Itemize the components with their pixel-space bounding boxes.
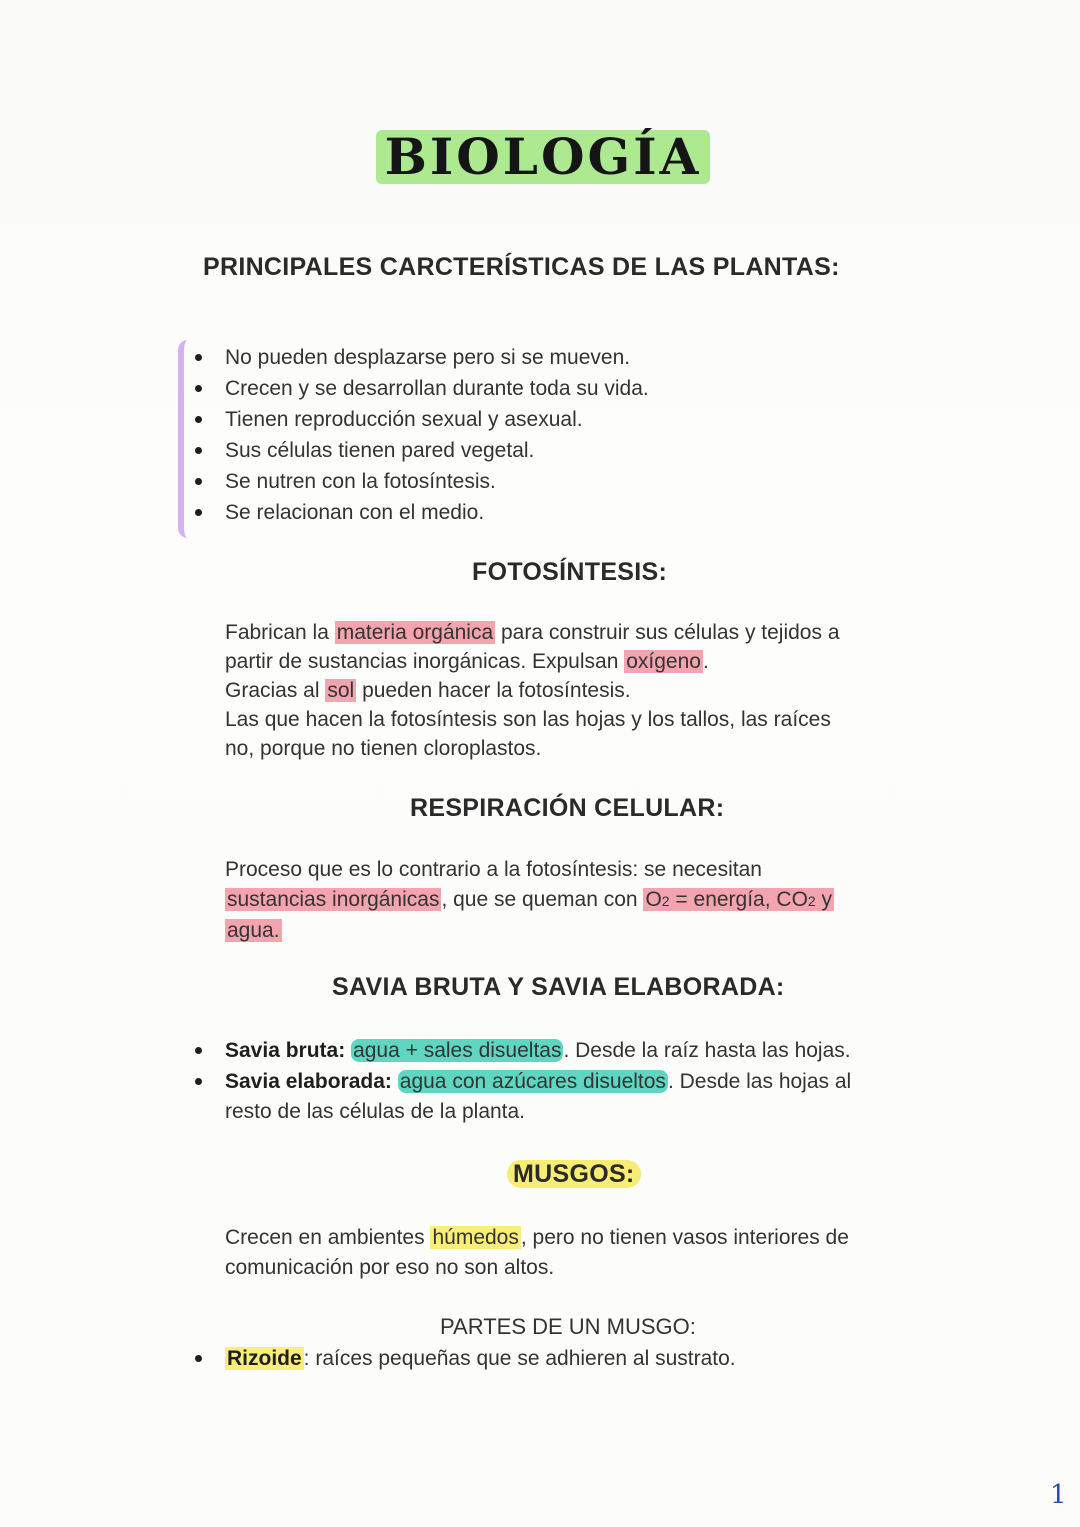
fotosintesis-heading: FOTOSÍNTESIS: <box>472 558 668 586</box>
highlight-oxigeno: oxígeno <box>626 650 701 673</box>
characteristics-heading: PRINCIPALES CARCTERÍSTICAS DE LAS PLANTAS: <box>203 253 840 281</box>
partes-heading: PARTES DE UN MUSGO: <box>440 1314 696 1339</box>
musgos-heading: MUSGOS: <box>507 1160 641 1189</box>
list-item: Rizoide: raíces pequeñas que se adhieren al sustrato. <box>225 1343 736 1374</box>
list-item: Se nutren con la fotosíntesis. <box>225 466 649 497</box>
savia-heading: SAVIA BRUTA Y SAVIA ELABORADA: <box>332 973 785 1001</box>
musgos-paragraph: Crecen en ambientes húmedos, pero no tienen vasos interiores de comunicación por eso no son altos. <box>225 1226 849 1279</box>
list-item: Savia bruta: agua + sales disueltas. Desde la raíz hasta las hojas. <box>225 1035 955 1066</box>
highlight-sustancias: sustancias inorgánicas <box>227 888 440 911</box>
highlight-agua-azucares: agua con azúcares disueltos <box>399 1070 666 1093</box>
page-title: BIOLOGÍA <box>384 127 702 186</box>
list-item: Se relacionan con el medio. <box>225 497 649 528</box>
partes-list <box>225 1343 736 1374</box>
respiracion-heading: RESPIRACIÓN CELULAR: <box>410 794 725 822</box>
highlight-materia-organica: materia orgánica <box>336 621 494 644</box>
title-block <box>376 126 710 186</box>
list-item: Sus células tienen pared vegetal. <box>225 435 649 466</box>
page-number: 1 <box>1050 1480 1067 1510</box>
highlight-humedos: húmedos <box>432 1226 519 1249</box>
list-item: Tienen reproducción sexual y asexual. <box>225 404 649 435</box>
savia-continuation: resto de las células de la planta. <box>225 1100 526 1123</box>
highlight-agua-sales: agua + sales disueltas <box>353 1039 562 1062</box>
highlight-agua: agua. <box>227 919 280 942</box>
list-item: Savia elaborada: agua con azúcares disueltos. Desde las hojas al <box>225 1066 955 1097</box>
savia-list <box>225 1035 955 1097</box>
characteristics-list <box>225 342 649 528</box>
fotosintesis-paragraph: Fabrican la materia orgánica para construir sus células y tejidos a partir de sustancias inorgánicas. Expulsan oxígeno. Gracias al sol pueden hacer la fotosíntesis. Las que hacen la fotosíntesis son las hojas y los tallos, las raíces no, porque no tienen cloroplastos. <box>225 621 840 760</box>
respiracion-paragraph: Proceso que es lo contrario a la fotosíntesis: se necesitan sustancias inorgánicas, que se queman con O2 = energía, CO2 y agua. <box>225 858 833 942</box>
list-item: No pueden desplazarse pero si se mueven. <box>225 342 649 373</box>
highlight-formula: O2 = energía, CO2 y <box>645 888 833 911</box>
list-item: Crecen y se desarrollan durante toda su vida. <box>225 373 649 404</box>
highlight-sol: sol <box>327 679 355 702</box>
